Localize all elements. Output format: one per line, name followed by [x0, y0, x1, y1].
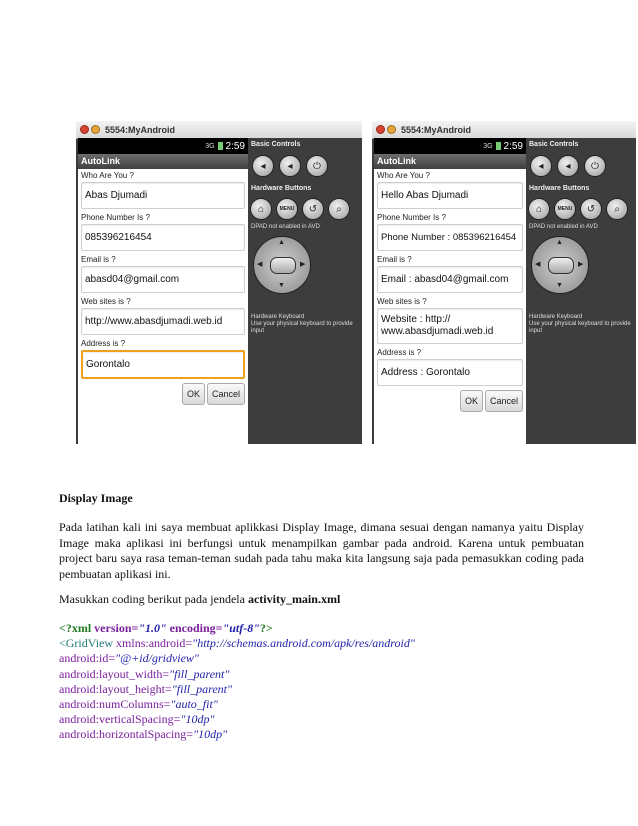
arrow-left-icon[interactable]: ◀ — [257, 261, 263, 268]
button-row — [374, 390, 526, 412]
signal-icon: 3G — [205, 142, 215, 150]
emulator-window-1 — [76, 121, 362, 444]
phone-label: Phone Number Is ? — [377, 213, 446, 222]
dpad-note: DPAD not enabled in AVD — [529, 224, 598, 230]
close-icon[interactable] — [80, 125, 89, 134]
code-line-2 — [59, 636, 415, 651]
phone-label: Phone Number Is ? — [81, 213, 150, 222]
website-output[interactable] — [377, 308, 523, 344]
code-line-7 — [59, 712, 415, 727]
hardware-keyboard-heading: Hardware Keyboard — [251, 314, 305, 320]
android-screen — [374, 138, 526, 444]
android-screen — [78, 138, 248, 444]
hardware-keyboard-heading: Hardware Keyboard — [529, 314, 583, 320]
hardware-buttons-heading: Hardware Buttons — [251, 185, 312, 192]
status-bar — [78, 138, 248, 154]
layout-height-value: "fill_parent" — [171, 681, 233, 696]
back-icon[interactable]: ↺ — [302, 198, 324, 220]
xml-encoding-attr: encoding= — [166, 621, 223, 635]
gridview-tag: <GridView — [59, 636, 114, 651]
power-icon[interactable]: ⏻ — [306, 155, 328, 177]
cancel-button[interactable]: Cancel — [485, 390, 523, 412]
xml-encoding-value: "utf-8" — [222, 621, 260, 635]
id-attr: android:id= — [59, 651, 116, 666]
horizontal-spacing-attr: android:horizontalSpacing= — [59, 727, 194, 742]
dpad-note: DPAD not enabled in AVD — [251, 224, 320, 230]
app-title: AutoLink — [374, 154, 526, 169]
window-title: 5554:MyAndroid — [401, 124, 472, 135]
hardware-keyboard-note: Use your physical keyboard to provide input — [529, 321, 631, 334]
ok-button[interactable]: OK — [182, 383, 205, 405]
dpad-center-button[interactable] — [548, 257, 574, 274]
dpad-control[interactable] — [531, 236, 589, 294]
phone-input[interactable]: 085396216454 — [81, 224, 245, 251]
app-title: AutoLink — [78, 154, 248, 169]
arrow-down-icon[interactable]: ▼ — [556, 282, 563, 289]
signal-icon: 3G — [483, 142, 493, 150]
emulator-window-2 — [372, 121, 636, 444]
name-label: Who Are You ? — [377, 171, 430, 180]
home-icon[interactable]: ⌂ — [528, 198, 550, 220]
code-line-3 — [59, 651, 415, 666]
website-input[interactable]: http://www.abasdjumadi.web.id — [81, 308, 245, 335]
arrow-left-icon[interactable]: ◀ — [535, 261, 541, 268]
hardware-buttons-heading: Hardware Buttons — [529, 185, 590, 192]
power-icon[interactable]: ⏻ — [584, 155, 606, 177]
name-label: Who Are You ? — [81, 171, 134, 180]
battery-icon — [218, 142, 223, 150]
emulator-titlebar — [76, 121, 362, 139]
volume-down-icon[interactable]: ◂ — [530, 155, 552, 177]
menu-button[interactable]: MENU — [554, 198, 576, 220]
search-icon[interactable]: ⌕ — [328, 198, 350, 220]
volume-up-icon[interactable]: ◂ — [279, 155, 301, 177]
window-title: 5554:MyAndroid — [105, 124, 176, 135]
xml-decl-open: <?xml — [59, 621, 95, 635]
xml-version-value: "1.0" — [138, 621, 167, 635]
address-label: Address is ? — [81, 339, 126, 348]
vertical-spacing-value: "10dp" — [180, 712, 215, 727]
xml-version-attr: version= — [94, 621, 139, 635]
home-icon[interactable]: ⌂ — [250, 198, 272, 220]
hardware-keyboard-note: Use your physical keyboard to provide input — [251, 321, 353, 334]
section-heading: Display Image — [59, 491, 133, 505]
arrow-right-icon[interactable]: ▶ — [578, 261, 584, 268]
code-line-5 — [59, 682, 415, 697]
code-block — [59, 621, 415, 743]
minimize-icon[interactable] — [91, 125, 100, 134]
basic-controls-heading: Basic Controls — [251, 141, 301, 148]
arrow-down-icon[interactable]: ▼ — [278, 282, 285, 289]
controls-panel — [526, 138, 636, 444]
xmlns-attr: xmlns:android= — [113, 636, 193, 651]
button-row — [78, 383, 248, 405]
horizontal-spacing-value: "10dp" — [193, 727, 228, 742]
num-columns-value: "auto_fit" — [170, 697, 218, 712]
name-input[interactable]: Abas Djumadi — [81, 182, 245, 209]
arrow-up-icon[interactable]: ▲ — [278, 239, 285, 246]
name-output[interactable]: Hello Abas Djumadi — [377, 182, 523, 209]
clock: 2:59 — [225, 140, 245, 152]
volume-down-icon[interactable]: ◂ — [252, 155, 274, 177]
layout-height-attr: android:layout_height= — [59, 681, 172, 696]
close-icon[interactable] — [376, 125, 385, 134]
cancel-button[interactable]: Cancel — [207, 383, 245, 405]
phone-output[interactable]: Phone Number : 085396216454 — [377, 224, 523, 251]
volume-up-icon[interactable]: ◂ — [557, 155, 579, 177]
controls-panel — [248, 138, 362, 444]
arrow-up-icon[interactable]: ▲ — [556, 239, 563, 246]
battery-icon — [496, 142, 501, 150]
layout-width-value: "fill_parent" — [169, 666, 230, 681]
website-output-line-2: www.abasdjumadi.web.id — [381, 326, 494, 337]
instruction-filename: activity_main.xml — [247, 592, 341, 606]
body-paragraph: Pada latihan kali ini saya membuat aplikkasi Display Image, dimana sesuai dengan namanya yaitu Display Image maka aplikasi ini berfungsi untuk menampilkan gambar pada android. Karena untuk pembuatan project baru saya rasa teman-teman sudah pada tahu maka kita langsung saja pada pemasukkan coding pada pembuatan aplikasi ini. — [59, 520, 584, 581]
menu-button[interactable]: MENU — [276, 198, 298, 220]
dpad-center-button[interactable] — [270, 257, 296, 274]
email-label: Email is ? — [81, 255, 116, 264]
search-icon[interactable]: ⌕ — [606, 198, 628, 220]
website-label: Web sites is ? — [81, 297, 131, 306]
instruction-text: Masukkan coding berikut pada jendela — [59, 592, 248, 606]
ok-button[interactable]: OK — [460, 390, 483, 412]
code-line-1 — [59, 621, 415, 636]
address-input[interactable]: Gorontalo — [81, 350, 245, 379]
code-line-4 — [59, 667, 415, 682]
code-line-6 — [59, 697, 415, 712]
arrow-right-icon[interactable]: ▶ — [300, 261, 306, 268]
address-output[interactable]: Address : Gorontalo — [377, 359, 523, 386]
email-label: Email is ? — [377, 255, 412, 264]
xml-decl-close: ?> — [259, 621, 273, 635]
address-label: Address is ? — [377, 348, 422, 357]
website-output-line-1: Website : http:// — [381, 314, 451, 325]
dpad-control[interactable] — [253, 236, 311, 294]
instruction-line — [59, 592, 340, 607]
email-input[interactable]: abasd04@gmail.com — [81, 266, 245, 293]
email-output[interactable]: Email : abasd04@gmail.com — [377, 266, 523, 293]
minimize-icon[interactable] — [387, 125, 396, 134]
layout-width-attr: android:layout_width= — [59, 666, 170, 681]
back-icon[interactable]: ↺ — [580, 198, 602, 220]
basic-controls-heading: Basic Controls — [529, 141, 579, 148]
xmlns-value: "http://schemas.android.com/apk/res/android" — [192, 636, 415, 651]
website-label: Web sites is ? — [377, 297, 427, 306]
num-columns-attr: android:numColumns= — [59, 697, 171, 712]
emulator-titlebar — [372, 121, 636, 139]
clock: 2:59 — [503, 140, 523, 152]
code-line-8 — [59, 727, 415, 742]
id-value: "@+id/gridview" — [115, 651, 199, 666]
status-bar — [374, 138, 526, 154]
vertical-spacing-attr: android:verticalSpacing= — [59, 712, 181, 727]
